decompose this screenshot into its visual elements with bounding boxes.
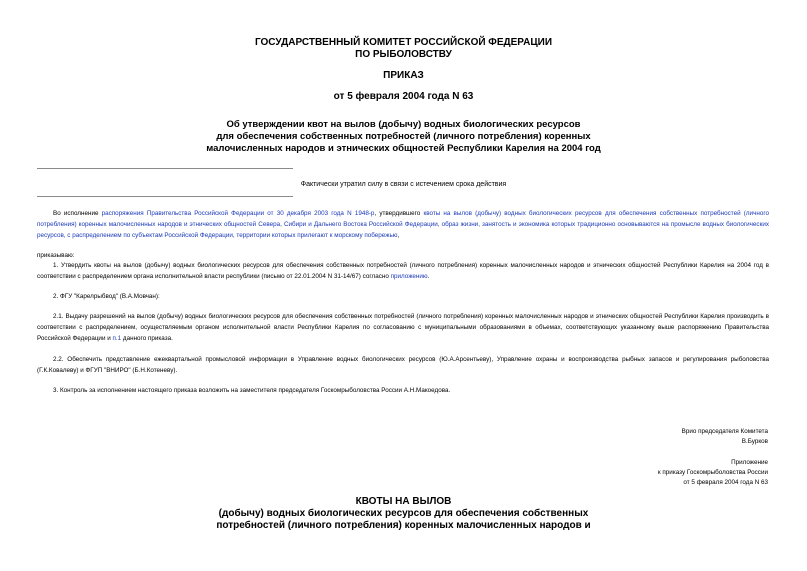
- government-order-link[interactable]: распоряжения Правительства Российской Федерации от 30 декабря 2003 года N 1948-р: [101, 210, 375, 217]
- appendix-title-line-2: (добычу) водных биологических ресурсов для обеспечения собственных: [218, 508, 589, 519]
- appendix-link[interactable]: приложению: [390, 273, 428, 280]
- title-line-1: Об утверждении квот на вылов (добычу) водных биологических ресурсов: [226, 119, 581, 130]
- item-1-end: .: [427, 273, 430, 280]
- signature-position: Врио председателя Комитета: [681, 428, 768, 435]
- item-1-text: 1. Утвердить квоты на вылов (добычу) водных биологических ресурсов для обеспечения собственных потребностей (личного потребления) коренных малочисленных народов и этнических общностей Республики Карелия на 2004 год в соответствии с распределением органа исполнительной власти республики (письмо от 22.01.2004 N 31-14/67) согласно: [37, 262, 769, 280]
- preamble-paragraph: [37, 208, 769, 241]
- issuer-line-1: ГОСУДАРСТВЕННЫЙ КОМИТЕТ РОССИЙСКОЙ ФЕДЕРАЦИИ: [254, 37, 553, 48]
- title-line-3: малочисленных народов и этнических общностей Республики Карелия на 2004 год: [206, 143, 601, 154]
- appendix-ref-line-3: от 5 февраля 2004 года N 63: [683, 479, 768, 486]
- item-2-1-text: 2.1. Выдачу разрешений на вылов (добычу) водных биологических ресурсов для обеспечения собственных потребностей (личного потребления) коренных малочисленных народов и этнических общностей Республики Карелия производить в соответствии с распределением, осуществляемым органом исполнительной власти Республики Карелия по согласованию с муниципальными образованиями в объемах, соответствующих указанному выше распоряжению Правительства Российской Федерации и: [37, 313, 769, 342]
- appendix-title-line-3: потребностей (личного потребления) коренных малочисленных народов и: [216, 520, 591, 531]
- item-2-1-end: данного приказа.: [121, 335, 173, 342]
- document-type: ПРИКАЗ: [383, 70, 424, 81]
- item-3: 3. Контроль за исполнением настоящего приказа возложить на заместителя председателя Госкомрыболовства России А.Н.Макоедова.: [53, 387, 451, 394]
- divider-top: [37, 168, 293, 169]
- issuer-line-2: ПО РЫБОЛОВСТВУ: [355, 49, 452, 60]
- item-2-2: 2.2. Обеспечить представление ежеквартальной промысловой информации в Управление водных биологических ресурсов (Ю.А.Арсентьеву), Управление охраны и воспроизводства рыбных запасов и регулирования рыболовства (Г.К.Ковалеву) и ФГУП "ВНИРО" (Б.Н.Котеневу).: [37, 356, 769, 374]
- document-date: от 5 февраля 2004 года N 63: [333, 91, 474, 102]
- title-line-2: для обеспечения собственных потребностей (личного потребления) коренных: [216, 131, 591, 142]
- preamble-text: Во исполнение: [53, 210, 102, 217]
- preamble-text: , утвердившего: [374, 210, 424, 217]
- preamble-text: ,: [397, 232, 400, 239]
- item-2-1: [37, 311, 769, 344]
- item-2: 2. ФГУ "Карелрыбвод" (В.А.Мовчан):: [53, 293, 160, 300]
- quotas-link[interactable]: квоты на вылов (добычу) водных биологических ресурсов для обеспечения собственных потребностей (личного потребления) коренных малочисленных народов и этнических общностей Севера, Сибири и Дальнего Востока Российской Федерации, образ жизни, занятость и экономика которых традиционно основываются на промысле водных биологических ресурсов, с распределением по субъектам Российской Федерации, территории которых прилегают к морскому побережью: [37, 210, 769, 239]
- appendix-title-line-1: КВОТЫ НА ВЫЛОВ: [355, 496, 452, 507]
- appendix-ref-line-2: к приказу Госкомрыболовства России: [657, 469, 768, 476]
- status-note: Фактически утратил силу в связи с истечением срока действия: [300, 181, 507, 188]
- signature-name: В.Бурков: [741, 438, 768, 445]
- item-1: [37, 260, 769, 282]
- point-1-link[interactable]: п.1: [112, 335, 122, 342]
- divider-bottom: [37, 196, 293, 197]
- appendix-ref-line-1: Приложение: [731, 459, 768, 466]
- order-word: приказываю:: [37, 252, 75, 259]
